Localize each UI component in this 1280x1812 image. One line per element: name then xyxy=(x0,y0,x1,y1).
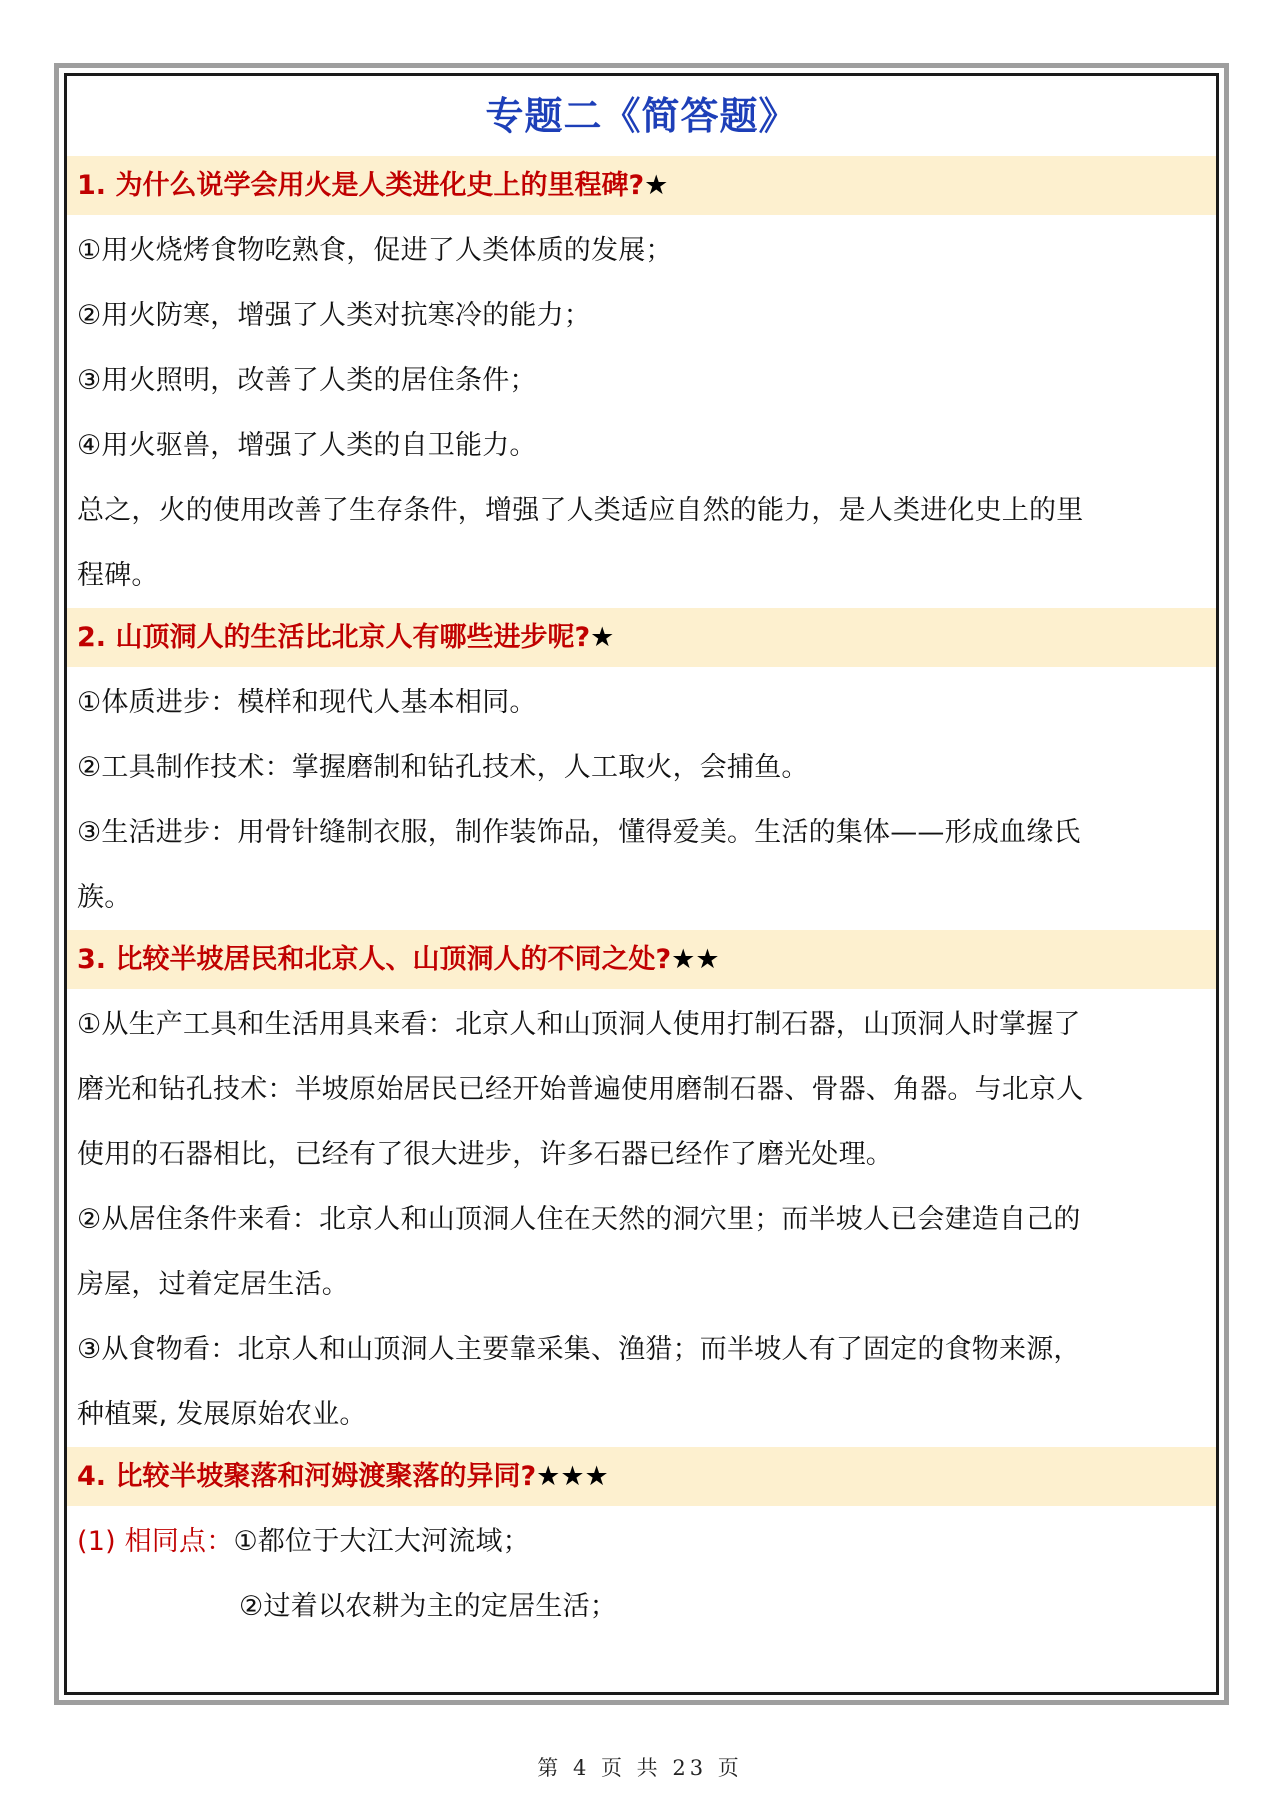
page-title: 专题二《简答题》 xyxy=(485,94,798,138)
answer-line: 种植粟, 发展原始农业。 xyxy=(77,1399,367,1430)
question-4 xyxy=(67,1447,1216,1639)
question-2 xyxy=(67,608,1216,930)
question-3 xyxy=(67,930,1216,1447)
difficulty-stars: ★ xyxy=(644,170,669,201)
difficulty-stars: ★★ xyxy=(671,944,720,975)
answer-line: ③从食物看：北京人和山顶洞人主要靠采集、渔猎；而半坡人有了固定的食物来源， xyxy=(77,1334,1081,1365)
similarities-label: (1) 相同点： xyxy=(77,1526,234,1557)
answer-line: ④用火驱兽，增强了人类的自卫能力。 xyxy=(77,430,537,461)
answer-line: ①从生产工具和生活用具来看：北京人和山顶洞人使用打制石器，山顶洞人时掌握了 xyxy=(77,1009,1081,1040)
question-text: 3. 比较半坡居民和北京人、山顶洞人的不同之处? xyxy=(77,944,672,975)
question-heading xyxy=(67,156,1216,215)
answer-line: ①用火烧烤食物吃熟食，促进了人类体质的发展； xyxy=(77,235,673,266)
answer-line: 程碑。 xyxy=(77,560,159,591)
answer-line: 磨光和钻孔技术：半坡原始居民已经开始普遍使用磨制石器、骨器、角器。与北京人 xyxy=(77,1074,1084,1105)
question-heading xyxy=(67,608,1216,667)
answer-line: ③用火照明，改善了人类的居住条件； xyxy=(77,365,537,396)
document-content xyxy=(67,76,1216,1692)
answer-line: 总之，火的使用改善了生存条件，增强了人类适应自然的能力，是人类进化史上的里 xyxy=(77,495,1084,526)
answer-line: 族。 xyxy=(77,882,132,913)
question-text: 4. 比较半坡聚落和河姆渡聚落的异同? xyxy=(77,1461,537,1492)
question-1 xyxy=(67,156,1216,608)
answer-line: ②从居住条件来看：北京人和山顶洞人住在天然的洞穴里；而半坡人已会建造自己的 xyxy=(77,1204,1081,1235)
answer-line: 使用的石器相比，已经有了很大进步，许多石器已经作了磨光处理。 xyxy=(77,1139,893,1170)
answer-line: 房屋，过着定居生活。 xyxy=(77,1269,349,1300)
answer-line: ②用火防寒，增强了人类对抗寒冷的能力； xyxy=(77,300,592,331)
question-text: 2. 山顶洞人的生活比北京人有哪些进步呢? xyxy=(77,622,591,653)
answer-text: ①都位于大江大河流域； xyxy=(233,1526,530,1557)
page-number-footer: 第 4 页 共 23 页 xyxy=(537,1756,743,1780)
answer-line xyxy=(67,1509,1216,1574)
difficulty-stars: ★★★ xyxy=(536,1461,609,1492)
answer-line: ③生活进步：用骨针缝制衣服，制作装饰品，懂得爱美。生活的集体——形成血缘氏 xyxy=(77,817,1081,848)
question-heading xyxy=(67,930,1216,989)
answer-line: ①体质进步：模样和现代人基本相同。 xyxy=(77,687,537,718)
answer-line: ②过着以农耕为主的定居生活； xyxy=(239,1591,618,1622)
answer-line: ②工具制作技术：掌握磨制和钻孔技术，人工取火，会捕鱼。 xyxy=(77,752,809,783)
question-text: 1. 为什么说学会用火是人类进化史上的里程碑? xyxy=(77,170,645,201)
difficulty-stars: ★ xyxy=(590,622,615,653)
question-heading xyxy=(67,1447,1216,1506)
